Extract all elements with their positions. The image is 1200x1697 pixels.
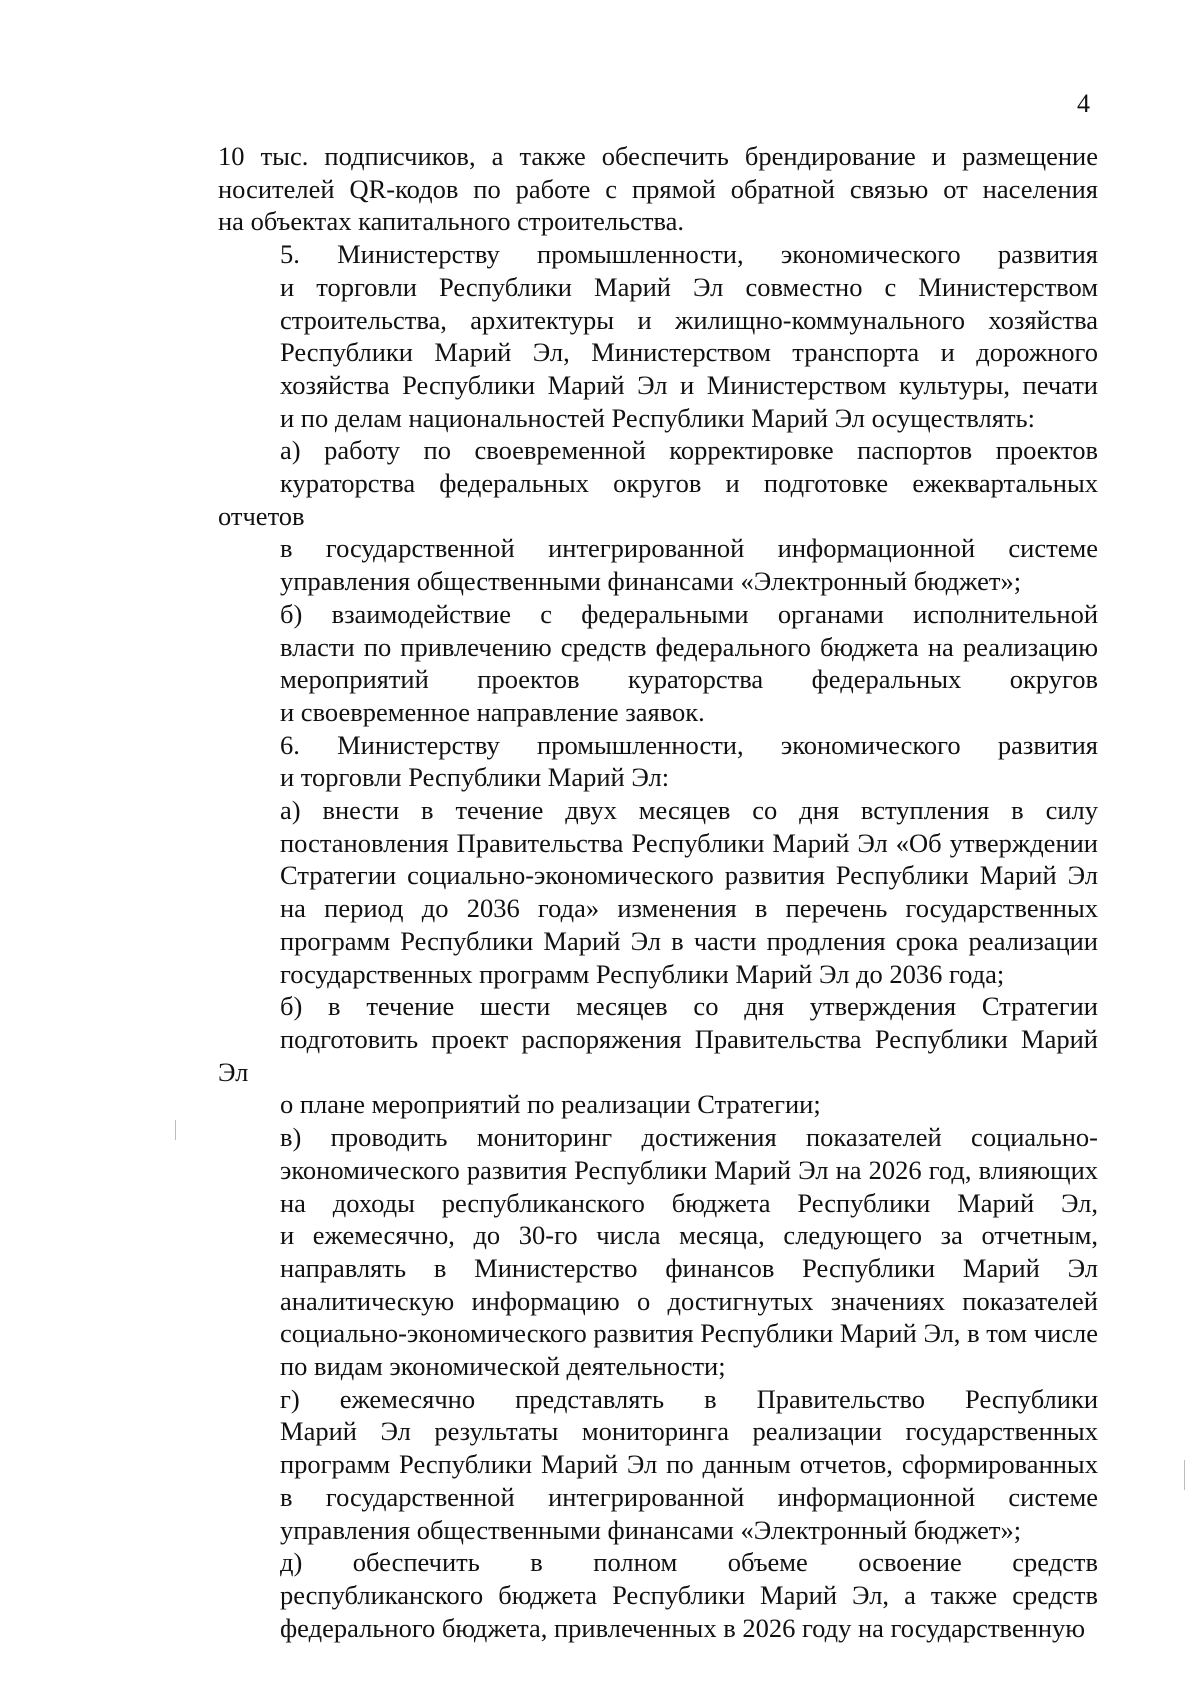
text-line: и по делам национальностей Республики Марий Эл осуществлять: (280, 402, 1036, 433)
paragraph (218, 1121, 1098, 1383)
text-line: о плане мероприятий по реализации Стратегии; (280, 1089, 821, 1120)
text-line: в государственной интегрированной информационной системе (280, 533, 1098, 564)
paragraph (218, 238, 1098, 434)
text-line: на объектах капитального строительства. (218, 206, 685, 237)
text-line: власти по привлечению средств федерального бюджета на реализацию (280, 631, 1098, 662)
text-line: постановления Правительства Республики Марий Эл «Об утверждении (280, 827, 1098, 858)
text-line: по видам экономической деятельности; (280, 1351, 726, 1382)
text-line: г) ежемесячно представлять в Правительство Республики (280, 1383, 1098, 1414)
text-line: Марий Эл результаты мониторинга реализации государственных (280, 1416, 1098, 1447)
text-line: а) работу по своевременной корректировке паспортов проектов (280, 435, 1098, 466)
text-line: а) внести в течение двух месяцев со дня вступления в силу (280, 795, 1098, 826)
text-line: Республики Марий Эл, Министерством транспорта и дорожного (280, 337, 1098, 368)
text-line: 5. Министерству промышленности, экономического развития (280, 239, 1098, 270)
paragraph (218, 1383, 1098, 1547)
paragraph (218, 729, 1098, 794)
text-line: подготовить проект распоряжения Правительства Республики Марий Эл (218, 1023, 1098, 1087)
text-line: мероприятий проектов кураторства федеральных округов (280, 664, 1098, 695)
paragraph (218, 990, 1098, 1121)
paragraph (218, 434, 1098, 598)
text-line: в государственной интегрированной информационной системе (280, 1481, 1098, 1512)
text-line: управления общественными финансами «Электронный бюджет»; (280, 566, 1022, 597)
text-line: и торговли Республики Марий Эл совместно с Министерством (280, 271, 1098, 302)
text-line: 6. Министерству промышленности, экономического развития (280, 729, 1098, 760)
text-line: носителей QR-кодов по работе с прямой обратной связью от населения (218, 173, 1098, 204)
text-line: д) обеспечить в полном объеме освоение средств (280, 1547, 1098, 1578)
text-line: программ Республики Марий Эл в части продления срока реализации (280, 925, 1098, 956)
text-line: аналитическую информацию о достигнутых значениях показателей (280, 1285, 1098, 1316)
paragraph (218, 140, 1098, 238)
text-line: программ Республики Марий Эл по данным отчетов, сформированных (280, 1449, 1098, 1480)
text-line: Стратегии социально-экономического развития Республики Марий Эл (280, 860, 1098, 891)
document-body (218, 140, 1098, 1644)
text-line: кураторства федеральных округов и подготовке ежеквартальных отчетов (218, 468, 1098, 531)
paragraph (218, 598, 1098, 729)
text-line: управления общественными финансами «Электронный бюджет»; (280, 1514, 1022, 1545)
text-line: 10 тыс. подписчиков, а также обеспечить брендирование и размещение (218, 141, 1098, 171)
text-line: государственных программ Республики Марий Эл до 2036 года; (280, 958, 1005, 989)
text-line: и ежемесячно, до 30-го числа месяца, следующего за отчетным, (280, 1220, 1098, 1251)
text-line: в) проводить мониторинг достижения показателей социально- (280, 1122, 1098, 1153)
text-line: направлять в Министерство финансов Республики Марий Эл (280, 1252, 1098, 1283)
text-line: республиканского бюджета Республики Марий Эл, а также средств (280, 1579, 1098, 1610)
text-line: хозяйства Республики Марий Эл и Министерством культуры, печати (280, 369, 1098, 400)
text-line: и своевременное направление заявок. (280, 696, 705, 727)
page-number: 4 (1077, 89, 1090, 118)
text-line: экономического развития Республики Марий Эл на 2026 год, влияющих (280, 1154, 1098, 1185)
text-line: б) в течение шести месяцев со дня утверждения Стратегии (280, 991, 1098, 1022)
text-line: и торговли Республики Марий Эл: (280, 762, 670, 793)
paragraph (218, 1546, 1098, 1644)
text-line: строительства, архитектуры и жилищно-коммунального хозяйства (280, 304, 1098, 335)
paragraph (218, 794, 1098, 990)
text-line: федерального бюджета, привлеченных в 2026 году на государственную (280, 1612, 1086, 1643)
text-line: на период до 2036 года» изменения в перечень государственных (280, 893, 1098, 924)
text-line: социально-экономического развития Республики Марий Эл, в том числе (280, 1318, 1098, 1349)
scan-edge-mark (1184, 1460, 1185, 1490)
scan-edge-mark (175, 1120, 176, 1140)
text-line: на доходы республиканского бюджета Республики Марий Эл, (280, 1187, 1098, 1218)
text-line: б) взаимодействие с федеральными органами исполнительной (280, 598, 1098, 629)
